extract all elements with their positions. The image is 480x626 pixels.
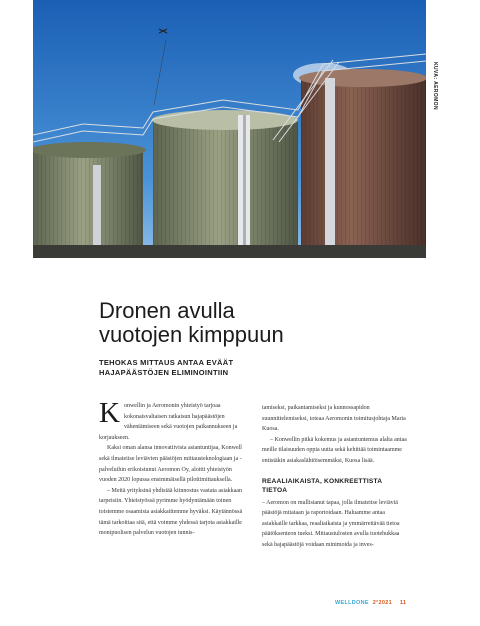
photo-credit: KUVA: AEROMON <box>432 62 438 110</box>
header-photo <box>33 0 426 258</box>
article-headline <box>99 299 379 347</box>
body-column-right <box>262 403 409 551</box>
article-deck <box>99 358 359 378</box>
page-footer <box>335 600 435 606</box>
body-paragraph-text: onwellin ja Aeromonin yhteistyö tarjoaa kokonaisvaltaisen ratkaisun hajapäästöjen vähentämiseen sekä vuotojen paikannukseen ja korjaukseen. <box>99 403 238 441</box>
body-paragraph: Kaksi oman alansa innovatiivista asiantuntijaa, Konwell sekä ilmateitse leviävien päästöjen mittausteknologiaan ja -palveluihin erikoistunut Aeromon Oy, aloitti yhteistyön vuoden 2020 lopussa ensimmäisellä pilottimittauksella. <box>99 445 242 484</box>
body-paragraph: tamiseksi, paikantamiseksi ja kunnossapidon suunnittelemiseksi, toteaa Aeromonin toimitusjohtaja Maria Kuosa. <box>262 405 406 433</box>
section-subhead: REAALIAIKAISTA, KONKREETTISTA TIETOA <box>262 477 382 495</box>
issue-number: 2°2021 <box>372 600 392 606</box>
drop-cap: K <box>99 397 120 429</box>
body-column-left <box>99 397 246 539</box>
body-paragraph <box>99 397 246 443</box>
deck-line: HAJAPÄÄSTÖJEN ELIMINOINTIIN <box>99 368 229 377</box>
industrial-tanks-photo <box>33 0 426 258</box>
body-paragraph: – Meitä yrityksinä yhdistää kiinnostus vastata asiakkaan tarpeisiin. Yhteistyössä pyrimme hyödyntämään toinen toistemme osaamista asiakkaittemme hyväksi. Käytännössä tämä tarkoittaa sitä, että voimme yhdessä tarjota asiakkaille monipuolisen palvelun vuotojen tunnis- <box>99 487 243 537</box>
body-paragraph: – Konwellin pitkä kokemus ja asiantuntemus alalta antaa meille tilaisuuden oppia uutta sekä kehittää toimintaamme entistäkin asiakaslähtöisemmäksi, Kuosa lisää. <box>262 436 407 464</box>
headline-line: Dronen avulla <box>99 298 235 323</box>
page-number: 11 <box>399 600 407 606</box>
headline-line: vuotojen kimppuun <box>99 322 284 347</box>
magazine-name: WELLDONE <box>335 600 369 606</box>
body-paragraph: – Aeromon on mullistanut tapaa, jolla ilmateitse leviäviä päästöjä mitataan ja raportoidaan. Haluamme antaa asiakkaille tarkkaa, reaaliaikaista ja ymmärrettävää tietoa päätöksenteon tueksi. Mittaustulosten avulla tuotehukkaa sekä hajapäästöjä voidaan minimoida ja inves- <box>262 499 400 548</box>
deck-line: TEHOKAS MITTAUS ANTAA EVÄÄT <box>99 358 234 367</box>
